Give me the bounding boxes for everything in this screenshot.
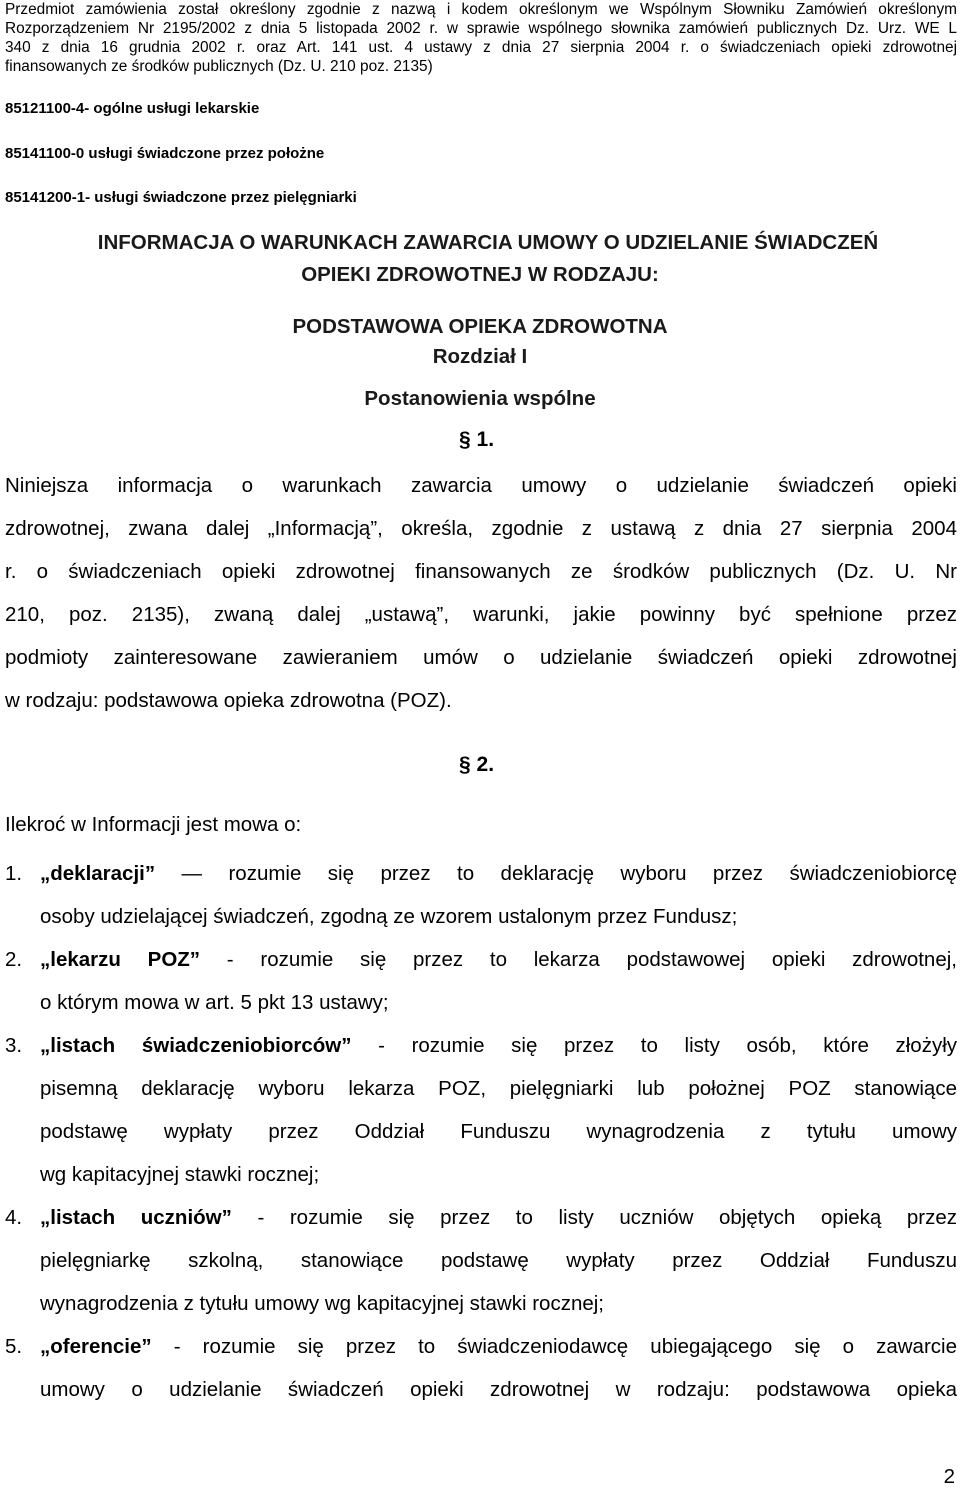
definition-item (5, 1325, 957, 1411)
paragraph-1 (5, 464, 957, 722)
definition-term: „listach uczniów” (40, 1206, 232, 1229)
definition-first-line (40, 1325, 957, 1368)
definition-text: - rozumie się przez to lekarza podstawowej opieki zdrowotnej, (200, 948, 957, 971)
definition-first-line (40, 938, 957, 981)
paragraph-line: zdrowotnej, zwana dalej „Informacją”, określa, zgodnie z ustawą z dnia 27 sierpnia 2004 (5, 517, 957, 540)
definition-first-line (40, 1196, 957, 1239)
subject-line: Rozporządzeniem Nr 2195/2002 z dnia 5 listopada 2002 r. w sprawie wspólnego słownika zamówień publicznych Dz. Urz. WE L (5, 20, 957, 37)
definition-text: - rozumie się przez to świadczeniodawcę ubiegającego się o zawarcie (151, 1335, 957, 1358)
cpv-code: 85121100-4- ogólne usługi lekarskie (5, 100, 260, 117)
section-title: PODSTAWOWA OPIEKA ZDROWOTNA (292, 315, 668, 338)
paragraph-line: podmioty zainteresowane zawieraniem umów o udzielanie świadczeń opieki zdrowotnej (5, 646, 957, 669)
definition-first-line (40, 1024, 957, 1067)
paragraph-2-mark: § 2. (459, 753, 495, 776)
paragraph-line: 210, poz. 2135), zwaną dalej „ustawą”, warunki, jakie powinny być spełnione przez (5, 603, 957, 626)
definition-text: - rozumie się przez to listy osób, które złożyły (351, 1034, 958, 1057)
subject-line: Przedmiot zamówienia został określony zgodnie z nazwą i kodem określonym we Wspólnym Słowniku Zamówień określonym (5, 1, 957, 18)
document-title-line-1: INFORMACJA O WARUNKACH ZAWARCIA UMOWY O UDZIELANIE ŚWIADCZEŃ (97, 231, 879, 254)
chapter-heading: Rozdział I (432, 345, 528, 368)
definitions-list (5, 852, 957, 1411)
definition-number: 3. (5, 1034, 23, 1057)
page-number: 2 (943, 1465, 955, 1488)
definition-number: 1. (5, 862, 23, 885)
definition-line: osoby udzielającej świadczeń, zgodną ze wzorem ustalonym przez Fundusz; (40, 905, 738, 928)
subject-line: finansowanych ze środków publicznych (Dz. U. 210 poz. 2135) (5, 58, 433, 75)
definition-term: „lekarzu POZ” (40, 948, 201, 971)
definition-term: „oferencie” (40, 1335, 152, 1358)
document-title-line-2: OPIEKI ZDROWOTNEJ W RODZAJU: (301, 263, 659, 286)
definition-line: pisemną deklarację wyboru lekarza POZ, pielęgniarki lub położnej POZ stanowiące (40, 1077, 957, 1100)
cpv-code: 85141200-1- usługi świadczone przez pielęgniarki (5, 189, 357, 206)
definition-item (5, 1024, 957, 1196)
definition-line: pielęgniarkę szkolną, stanowiące podstawę wypłaty przez Oddział Funduszu (40, 1249, 957, 1272)
definition-line: o którym mowa w art. 5 pkt 13 ustawy; (40, 991, 389, 1014)
definition-first-line (40, 852, 957, 895)
paragraph-line: w rodzaju: podstawowa opieka zdrowotna (POZ). (5, 689, 452, 712)
definition-line: wynagrodzenia z tytułu umowy wg kapitacyjnej stawki rocznej; (40, 1292, 605, 1315)
definitions-intro: Ilekroć w Informacji jest mowa o: (5, 813, 302, 836)
definition-number: 2. (5, 948, 23, 971)
paragraph-line: r. o świadczeniach opieki zdrowotnej finansowanych ze środków publicznych (Dz. U. Nr (5, 560, 957, 583)
definition-text: — rozumie się przez to deklarację wyboru przez świadczeniobiorcę (155, 862, 957, 885)
chapter-title: Postanowienia wspólne (364, 387, 596, 410)
definition-number: 4. (5, 1206, 23, 1229)
definition-number: 5. (5, 1335, 23, 1358)
definition-item (5, 938, 957, 1024)
definition-line: wg kapitacyjnej stawki rocznej; (40, 1163, 320, 1186)
definition-item (5, 1196, 957, 1325)
definition-item (5, 852, 957, 938)
paragraph-line: Niniejsza informacja o warunkach zawarcia umowy o udzielanie świadczeń opieki (5, 474, 957, 497)
definition-line: podstawę wypłaty przez Oddział Funduszu wynagrodzenia z tytułu umowy (40, 1120, 957, 1143)
definition-line: umowy o udzielanie świadczeń opieki zdrowotnej w rodzaju: podstawowa opieka (40, 1378, 957, 1401)
definition-term: „listach świadczeniobiorców” (40, 1034, 352, 1057)
order-subject-note (5, 0, 957, 76)
definition-term: „deklaracji” (40, 862, 156, 885)
paragraph-1-mark: § 1. (459, 428, 495, 451)
cpv-code: 85141100-0 usługi świadczone przez położne (5, 145, 325, 162)
subject-line: 340 z dnia 16 grudnia 2002 r. oraz Art. 141 ust. 4 ustawy z dnia 27 sierpnia 2004 r. o świadczeniach opieki zdrowotnej (5, 39, 957, 56)
definition-text: - rozumie się przez to listy uczniów objętych opieką przez (231, 1206, 957, 1229)
